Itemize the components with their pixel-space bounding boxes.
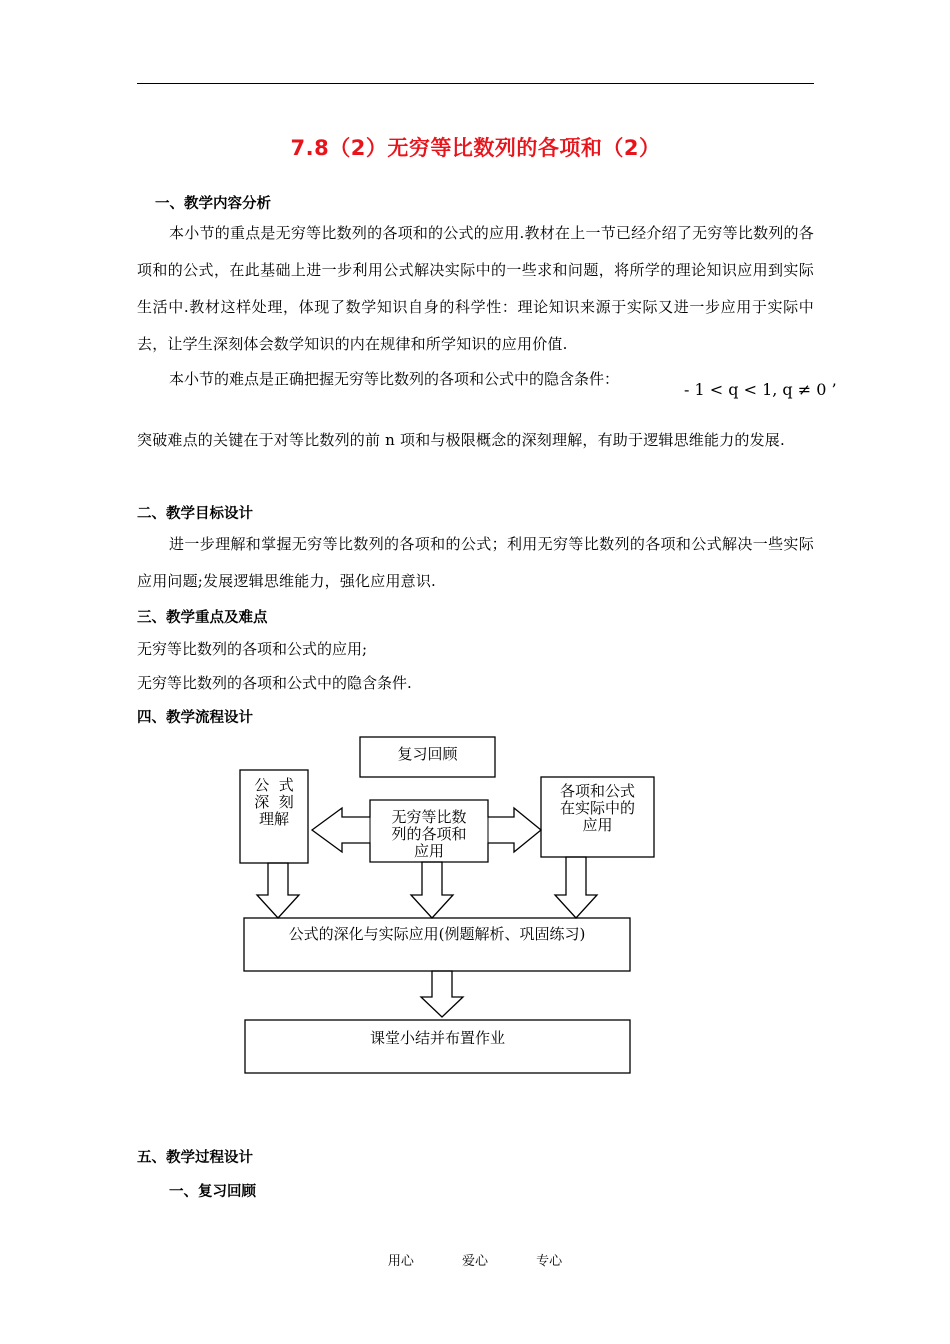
down-arrow-left-icon: [257, 863, 299, 918]
section5-heading: 五、教学过程设计: [137, 1150, 253, 1166]
condition-formula: - 1 < q < 1, q ≠ 0 ’: [684, 380, 837, 399]
deepen-label: 公式的深化与实际应用(例题解析、巩固练习): [288, 925, 586, 943]
section4-heading: 四、教学流程设计: [137, 710, 253, 726]
section2-heading: 二、教学目标设计: [137, 506, 253, 522]
section3-line1: 无穷等比数列的各项和公式的应用;: [137, 640, 368, 658]
right-box-line3: 应用: [582, 816, 613, 834]
section2-paragraph: 进一步理解和掌握无穷等比数列的各项和的公式；利用无穷等比数列的各项和公式解决一些实际应用问题;发展逻辑思维能力，强化应用意识.: [137, 535, 814, 590]
summary-label: 课堂小结并布置作业: [369, 1029, 505, 1047]
section5-sub1: 一、复习回顾: [169, 1184, 256, 1200]
section3-line2: 无穷等比数列的各项和公式中的隐含条件.: [137, 674, 412, 692]
section1-heading: 一、教学内容分析: [155, 196, 271, 212]
left-box-text: [240, 777, 308, 828]
page-title: 7.8（2）无穷等比数列的各项和（2）: [290, 136, 661, 160]
center-box-line2: 列的各项和: [391, 825, 467, 843]
section3-heading: 三、教学重点及难点: [137, 610, 268, 626]
right-box-text: [541, 783, 654, 834]
down-arrow-bottom-icon: [421, 971, 463, 1017]
left-box-line3: 理解: [258, 810, 289, 828]
footer-word2: 爱心: [461, 1254, 488, 1269]
down-arrow-right-icon: [555, 857, 597, 918]
section1-paragraph2-rest: 突破难点的关键在于对等比数列的前 n 项和与极限概念的深刻理解，有助于逻辑思维能力的发展.: [137, 431, 785, 449]
right-box-line1: 各项和公式: [559, 782, 635, 800]
footer-word3: 专心: [536, 1254, 563, 1269]
footer: [0, 1250, 950, 1269]
section1-paragraph1: 本小节的重点是无穷等比数列的各项和的公式的应用.教材在上一节已经介绍了无穷等比数列的各项和的公式，在此基础上进一步利用公式解决实际中的一些求和问题，将所学的理论知识应用到实际生活中.教材这样处理，体现了数学知识自身的科学性：理论知识来源于实际又进一步应用于实际中去，让学生深刻体会数学知识的内在规律和所学知识的应用价值.: [137, 224, 814, 353]
left-box-line1: 公 式: [254, 776, 294, 794]
review-label: 复习回顾: [397, 745, 458, 763]
left-box-line2: 深 刻: [254, 793, 294, 811]
right-box-line2: 在实际中的: [559, 799, 635, 817]
center-box-line3: 应用: [413, 842, 444, 860]
section1-paragraph2-lead: 本小节的难点是正确把握无穷等比数列的各项和公式中的隐含条件：: [169, 370, 620, 388]
footer-word1: 用心: [387, 1254, 414, 1269]
center-box-text: [370, 809, 488, 860]
center-box-line1: 无穷等比数: [391, 808, 467, 826]
down-arrow-center-icon: [411, 862, 453, 918]
